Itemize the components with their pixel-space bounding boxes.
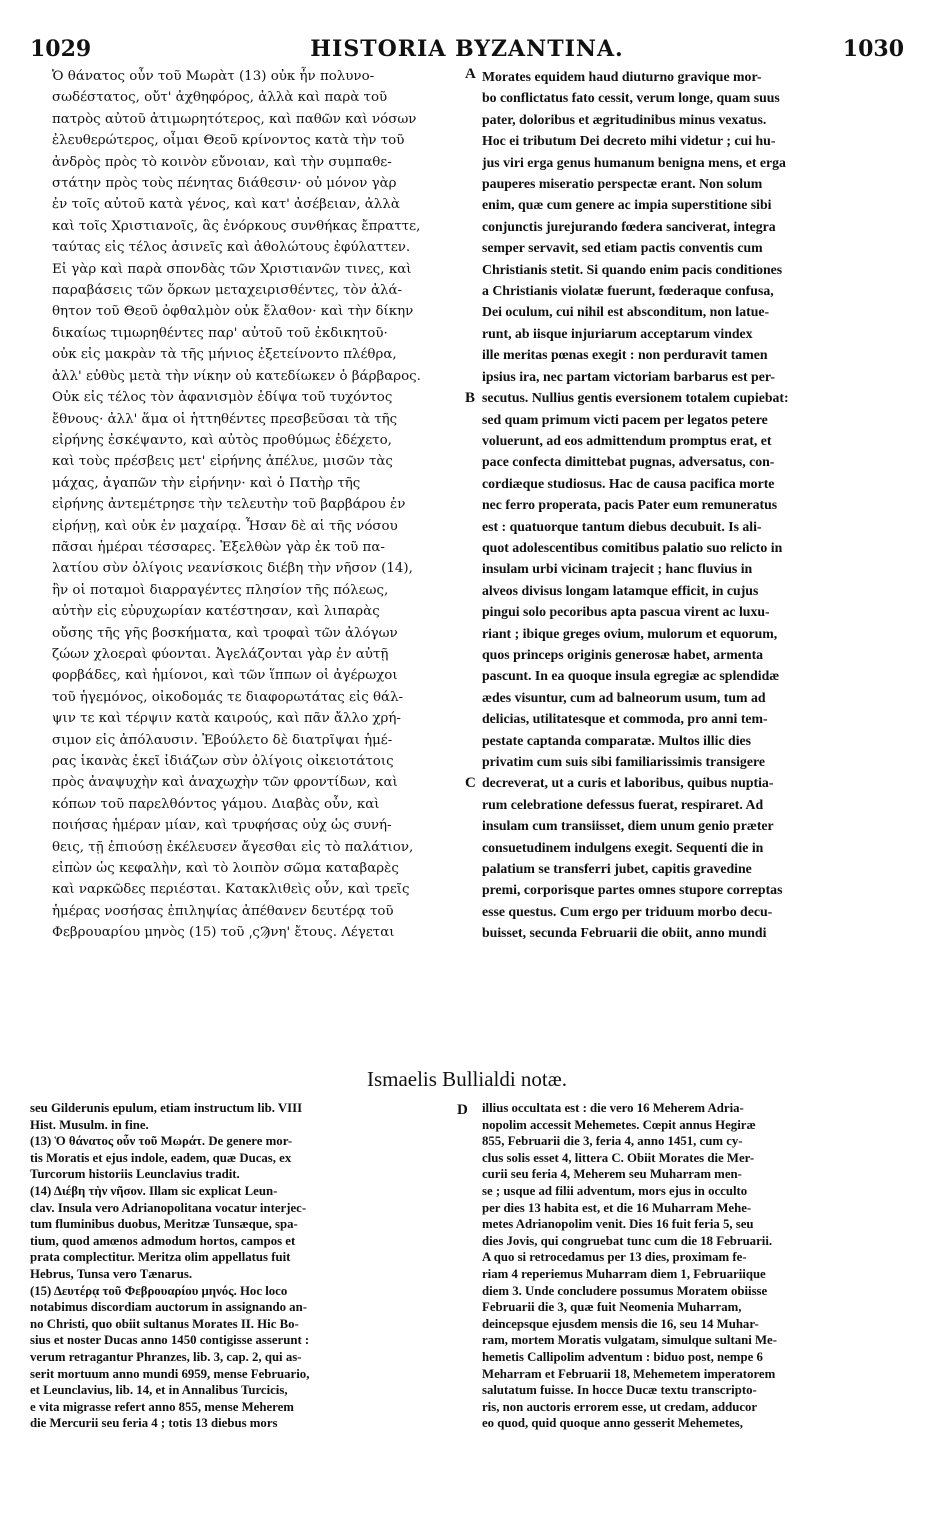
latin-text-line: pater, doloribus et ægritudinibus minus vexatus.: [482, 111, 767, 127]
note-line: per dies 13 habita est, et die 16 Muharram Mehe-: [482, 1200, 752, 1215]
greek-text-line: ρας ἱκανὰς ἐκεῖ ἰδιάζων σὺν ὀλίγοις οἰκειοτάτοις: [52, 754, 394, 769]
latin-text-line: Morates equidem haud diuturno gravique mor-: [482, 69, 762, 84]
greek-text-line: κόπων τοῦ παρελθόντος γάμου. Διαβὰς οὖν, καὶ: [52, 796, 380, 812]
note-line: A quo si retrocedamus per 13 dies, proximam fe-: [482, 1250, 747, 1265]
greek-text-line: πρὸς ἀναψυχὴν καὶ ἀναχωχὴν τῶν φροντίδων, καὶ: [52, 775, 398, 791]
note-line: illius occultata est : die vero 16 Meherem Adria-: [482, 1101, 744, 1115]
greek-text-line: σωδέστατος, οὔτ' ἀχθηφόρος, ἀλλὰ καὶ παρὰ τοῦ: [52, 90, 388, 106]
greek-text-line: μάχας, ἀγαπῶν τὴν εἰρήνην· καὶ ὁ Πατὴρ τῆς: [52, 475, 361, 491]
latin-text-line: ille meritas pœnas exegit : non perduravit tamen: [482, 347, 768, 363]
note-line: 855, Februarii die 3, feria 4, anno 1451, cum cy-: [482, 1134, 743, 1149]
note-line: no Christi, quo obiit sultanus Morates II. Hic Bo-: [30, 1316, 299, 1331]
latin-text-line: pauperes miseratio perspectæ erant. Non solum: [482, 176, 763, 192]
greek-text-column: [52, 66, 462, 944]
latin-text-line: pascunt. In ea quoque insula egregiæ ac splendidæ: [482, 668, 780, 684]
latin-text-line: pestate captanda comparatæ. Multos illic dies: [482, 732, 752, 748]
latin-text-line: privatim cum suis sibi familiarissimis transigere: [482, 754, 765, 769]
latin-text-line: rum celebratione defessus fuerat, respiraret. Ad: [482, 796, 764, 812]
greek-text-line: ἐλευθερώτερος, οἶμαι Θεοῦ κρίνοντος κατὰ τὴν τοῦ: [52, 133, 405, 149]
greek-text-line: αὐτὴν εἰς εὐρυχωρίαν κατέστησαν, καὶ λιπαρὰς: [52, 604, 380, 620]
note-line: Meharram et Februarii 18, Mehemetem imperatorem: [482, 1366, 776, 1381]
greek-text-line: πατρὸς αὐτοῦ ἀτιμωρητότερος, καὶ παθῶν καὶ νόσων: [52, 111, 417, 127]
latin-text-line: voluerunt, ad eos admittendum promptus erat, et: [482, 432, 772, 448]
latin-text-line: riant ; ibique greges ovium, mulorum et equorum,: [482, 625, 778, 641]
note-line: ram, mortem Moratis vulgatam, simulque sultani Me-: [482, 1333, 777, 1348]
greek-text-line: εἰπὼν ὡς κεφαλὴν, καὶ τὸ λοιπὸν σῶμα καταβαρὲς: [52, 861, 399, 877]
greek-text-line: ταύτας εἰς τέλος ἀσινεῖς καὶ ἀθολώτους ἐφύλαττεν.: [52, 240, 411, 256]
latin-text-line: sed quam primum victi pacem per legatos petere: [482, 411, 768, 427]
note-line: seu Gilderunis epulum, etiam instructum lib. VIII: [30, 1101, 303, 1115]
greek-text-line: καὶ ναρκῶδες περιέσται. Κατακλιθεὶς οὖν, καὶ τρεῖς: [52, 882, 410, 898]
greek-text-line: θεις, τῇ ἐπιούσῃ ἐκέλευσεν ἄγεσθαι εἰς τὸ παλάτιον,: [52, 839, 414, 855]
note-line: hemetis Callipolim adventum : biduo post, nempe 6: [482, 1349, 763, 1364]
greek-text-line: ψιν τε καὶ τέρψιν κατὰ καιρούς, καὶ πᾶν ἄλλο χρή-: [52, 711, 401, 727]
note-line: deincepsque ejusdem mensis die 16, seu 14 Muhar-: [482, 1316, 759, 1331]
greek-text-line: εἰρήνης ἐσκέψαντο, καὶ αὐτὸς προθύμως ἐδέχετο,: [52, 432, 392, 448]
latin-text-line: pingui solo pecoribus apta pascua virent ac luxu-: [482, 604, 770, 620]
margin-marker-d: D: [457, 1102, 468, 1118]
latin-text-line: decreverat, ut a curis et laboribus, quibus nuptia-: [482, 775, 774, 791]
greek-text-line: Εἰ γὰρ καὶ παρὰ σπονδὰς τῶν Χριστιανῶν τινες, καὶ: [52, 261, 412, 277]
note-line: eo quod, quid quoque anno gesserit Mehemetes,: [482, 1416, 743, 1431]
latin-text-line: a Christianis violatæ fuerunt, fœderaque confusa,: [482, 283, 774, 299]
greek-text-line: Οὐκ εἰς τέλος τὸν ἀφανισμὸν ἐδίψα τοῦ τυχόντος: [52, 390, 393, 406]
note-line: tum fluminibus duobus, Meritzæ Tunsæque, spa-: [30, 1217, 298, 1232]
notes-title: Ismaelis Bullialdi notæ.: [366, 1067, 568, 1091]
latin-text-column: [482, 66, 907, 944]
note-line: diem 3. Unde concludere possumus Moratem obiisse: [482, 1283, 768, 1298]
note-line: Februarii die 3, quæ fuit Neomenia Muharram,: [482, 1300, 742, 1315]
note-line: metes Adrianopolim venit. Dies 16 fuit feria 5, seu: [482, 1217, 754, 1232]
latin-text-line: consuetudinem indulgens exegit. Sequenti die in: [482, 839, 764, 855]
greek-text-line: ἀλλ' εὐθὺς μετὰ τὴν νίκην οὐ κατεδίωκεν ὁ βάρβαρος.: [52, 368, 421, 384]
greek-text-line: Ὁ θάνατος οὖν τοῦ Μωρὰτ (13) οὐκ ἦν πολυνο-: [52, 69, 375, 84]
greek-text-line: εἰρήνης ἀντεμέτρησε τὴν τελευτὴν τοῦ βαρβάρου ἐν: [52, 497, 406, 513]
latin-text-line: insulam urbi vicinam trajecit ; hanc fluvius in: [482, 561, 753, 577]
greek-text-line: Φεβρουαρίου μηνὸς (15) τοῦ ͵ςϠνη' ἔτους. Λέγεται: [52, 925, 395, 941]
note-line: Hist. Musulm. in fine.: [30, 1117, 149, 1132]
latin-text-line: delicias, utilitatesque et commoda, pro anni tem-: [482, 711, 768, 727]
latin-text-line: insulam cum transiisset, diem unum genio præter: [482, 818, 774, 834]
greek-text-line: καὶ τοῖς Χριστιανοῖς, ἃς ἐνόρκους συνθήκας ἔπραττε,: [52, 218, 421, 234]
note-line: ris, non auctoris errorem esse, ut credam, adducor: [482, 1399, 758, 1414]
note-line: curii seu feria 4, Meherem seu Muharram men-: [482, 1167, 742, 1182]
latin-text-line: quot adolescentibus comitibus palatio suo relicto in: [482, 539, 783, 555]
greek-text-line: ζώων χλοεραὶ φύονται. Ἀγελάζονται γὰρ ἐν αὐτῇ: [52, 646, 389, 662]
greek-text-line: ἀνδρὸς πρὸς τὸ κοινὸν εὔνοιαν, καὶ τὴν συμπαθε-: [52, 154, 392, 170]
note-line: die Mercurii seu feria 4 ; totis 13 diebus mors: [30, 1416, 278, 1431]
margin-marker-b: B: [465, 390, 476, 406]
note-line: verum retragantur Phranzes, lib. 3, cap. 2, qui as-: [30, 1349, 302, 1364]
latin-text-line: alveos divisus longam latamque efficit, in cujus: [482, 582, 759, 598]
latin-text-line: ædes visuntur, cum ad balneorum usum, tum ad: [482, 689, 766, 705]
note-line: se ; usque ad filii adventum, mors ejus in occulto: [482, 1183, 748, 1198]
greek-text-line: δικαίως τιμωρηθέντες παρ' αὐτοῦ τοῦ ἐκδικητοῦ·: [52, 325, 388, 341]
latin-text-line: jus viri erga genus humanum benigna mens, et erga: [482, 154, 786, 170]
latin-text-line: est : quatuorque tantum diebus decubuit. Is ali-: [482, 518, 762, 534]
latin-text-line: quos princeps originis generosæ habet, armenta: [482, 646, 764, 662]
greek-text-line: τοῦ ἡγεμόνος, οἰκοδομάς τε διαφορωτάτας εἰς θάλ-: [52, 689, 404, 705]
note-line: nopolim accessit Mehemetes. Cœpit annus Hegiræ: [482, 1117, 756, 1132]
running-title: HISTORIA BYZANTINA.: [310, 36, 624, 62]
note-line: salutatum fuisse. In hocce Ducæ textu transcripto-: [482, 1383, 757, 1398]
margin-marker-a: A: [465, 66, 476, 82]
latin-text-line: Dei oculum, cui nihil est absconditum, non latue-: [482, 304, 770, 320]
greek-text-line: σιμον εἰς ἀπόλαυσιν. Ἐβούλετο δὲ διατρῖψαι ἡμέ-: [52, 732, 393, 748]
greek-text-line: ποιήσας ἡμέραν μίαν, καὶ τρυφήσας οὐχ ὡς συνή-: [52, 818, 392, 834]
latin-text-line: premi, corporisque partes omnes stupore correptas: [482, 882, 783, 898]
latin-text-line: buisset, secunda Februarii die obiit, anno mundi: [482, 925, 767, 941]
greek-text-line: ἣν οἱ ποταμοὶ διαρραγέντες πλησίον τῆς πόλεως,: [52, 582, 389, 598]
page-number-left: 1029: [30, 36, 92, 62]
greek-text-line: ἔθνους· ἀλλ' ἅμα οἱ ἡττηθέντες πρεσβεῦσαι τὰ τῆς: [52, 411, 398, 427]
greek-text-line: θητον τοῦ Θεοῦ ὀφθαλμὸν οὐκ ἔλαθον· καὶ τὴν δίκην: [52, 304, 414, 320]
notes-left-column: [30, 1100, 450, 1432]
notes-right-column: [482, 1100, 907, 1432]
greek-text-line: καὶ τοὺς πρέσβεις μετ' εἰρήνης ἀπέλυε, μισῶν τὰς: [52, 454, 393, 470]
note-line: tium, quod amœnos admodum hortos, campos et: [30, 1233, 296, 1248]
note-line: clav. Insula vero Adrianopolitana vocatur interjec-: [30, 1200, 307, 1215]
latin-text-line: Christianis stetit. Si quando enim pacis conditiones: [482, 261, 783, 277]
note-line: riam 4 reperiemus Muharram diem 1, Februariique: [482, 1266, 766, 1281]
note-line: et Leunclavius, lib. 14, et in Annalibus Turcicis,: [30, 1383, 288, 1398]
greek-text-line: ἡμέρας νοσήσας ἐπιληψίας ἀπέθανεν δευτέρᾳ τοῦ: [52, 903, 394, 919]
latin-text-line: nec ferro properata, pacis Pater eum remuneratus: [482, 497, 778, 513]
note-line: prata complectitur. Meritza olim appellatus fuit: [30, 1250, 291, 1265]
latin-text-line: pace confecta dimittebat pugnas, adversatus, con-: [482, 454, 775, 470]
note-line: Turcorum historiis Leunclavius tradit.: [30, 1167, 240, 1182]
note-line: (13) Ὁ θάνατος οὖν τοῦ Μωράτ. De genere mor-: [30, 1134, 293, 1149]
note-line: notabimus discordiam auctorum in assignando an-: [30, 1300, 307, 1315]
greek-text-line: οὐκ εἰς μακρὰν τὰ τῆς μήνιος ἐξετείνοντο πλέθρα,: [52, 347, 397, 363]
greek-text-line: ἐν τοῖς αὐτοῦ κατὰ γένος, καὶ κατ' ἀσέβειαν, ἀλλὰ: [52, 197, 400, 213]
note-line: tis Moratis et ejus indole, eadem, quæ Ducas, ex: [30, 1150, 292, 1165]
greek-text-line: οὔσης τῆς γῆς βοσκήματα, καὶ τροφαὶ τῶν ἀλόγων: [52, 625, 398, 641]
latin-text-line: runt, ab iisque injuriarum acceptarum vindex: [482, 325, 753, 341]
greek-text-line: στάτην πρὸς τοὺς πένητας διάθεσιν· οὐ μόνον γὰρ: [52, 176, 397, 192]
latin-text-line: semper servavit, sed etiam pactis conventis cum: [482, 240, 763, 256]
latin-text-line: conjunctis jurejurando fœdera sanciverat, integra: [482, 218, 776, 234]
note-line: (15) Δευτέρᾳ τοῦ Φεβρουαρίου μηνός. Hoc loco: [30, 1283, 288, 1298]
page-header: [30, 36, 904, 66]
note-line: (14) Διέβη τὴν νῆσον. Illam sic explicat Leun-: [30, 1183, 278, 1198]
page-number-right: 1030: [842, 36, 904, 62]
note-line: serit mortuum anno mundi 6959, mense Februario,: [30, 1366, 310, 1381]
latin-text-line: palatium se transferri jubet, capitis gravedine: [482, 861, 752, 877]
latin-text-line: ipsius ira, nec partam victoriam barbarus est per-: [482, 368, 776, 384]
greek-text-line: πᾶσαι ἡμέραι τέσσαρες. Ἐξελθὼν γὰρ ἐκ τοῦ πα-: [52, 539, 385, 555]
latin-text-line: enim, quæ cum genere ac impia superstitione sibi: [482, 197, 772, 213]
note-line: clus solis esset 4, littera C. Obiit Morates die Mer-: [482, 1150, 755, 1165]
greek-text-line: παραβάσεις τῶν ὅρκων μεταχειρισθέντες, τὸν ἀλά-: [52, 283, 403, 299]
greek-text-line: λατίου σὺν ὀλίγοις νεανίσκοις διέβη τὴν νῆσον (14),: [52, 561, 413, 577]
latin-text-line: bo conflictatus fato cessit, verum longe, quam suus: [482, 90, 780, 106]
note-line: Hebrus, Tunsa vero Tænarus.: [30, 1266, 193, 1281]
note-line: e vita migrasse refert anno 855, mense Meherem: [30, 1399, 294, 1414]
latin-text-line: esse questus. Cum ergo per triduum morbo decu-: [482, 903, 773, 919]
greek-text-line: εἰρήνῃ, καὶ οὐκ ἐν μαχαίρᾳ. Ἦσαν δὲ αἱ τῆς νόσου: [52, 518, 398, 534]
latin-text-line: secutus. Nullius gentis eversionem totalem cupiebat:: [482, 390, 789, 406]
note-line: dies Jovis, qui congruebat tunc cum die 18 Februarii.: [482, 1233, 773, 1248]
margin-marker-c: C: [465, 775, 476, 791]
latin-text-line: Hoc ei tributum Dei decreto mihi videtur ; cui hu-: [482, 133, 776, 149]
greek-text-line: φορβάδες, καὶ ἡμίονοι, καὶ τῶν ἵππων οἱ ἀγέρωχοι: [52, 668, 398, 684]
note-line: sius et noster Ducas anno 1450 contigisse asserunt :: [30, 1333, 310, 1348]
latin-text-line: cordiæque studiosus. Hac de causa pacifica morte: [482, 475, 775, 491]
